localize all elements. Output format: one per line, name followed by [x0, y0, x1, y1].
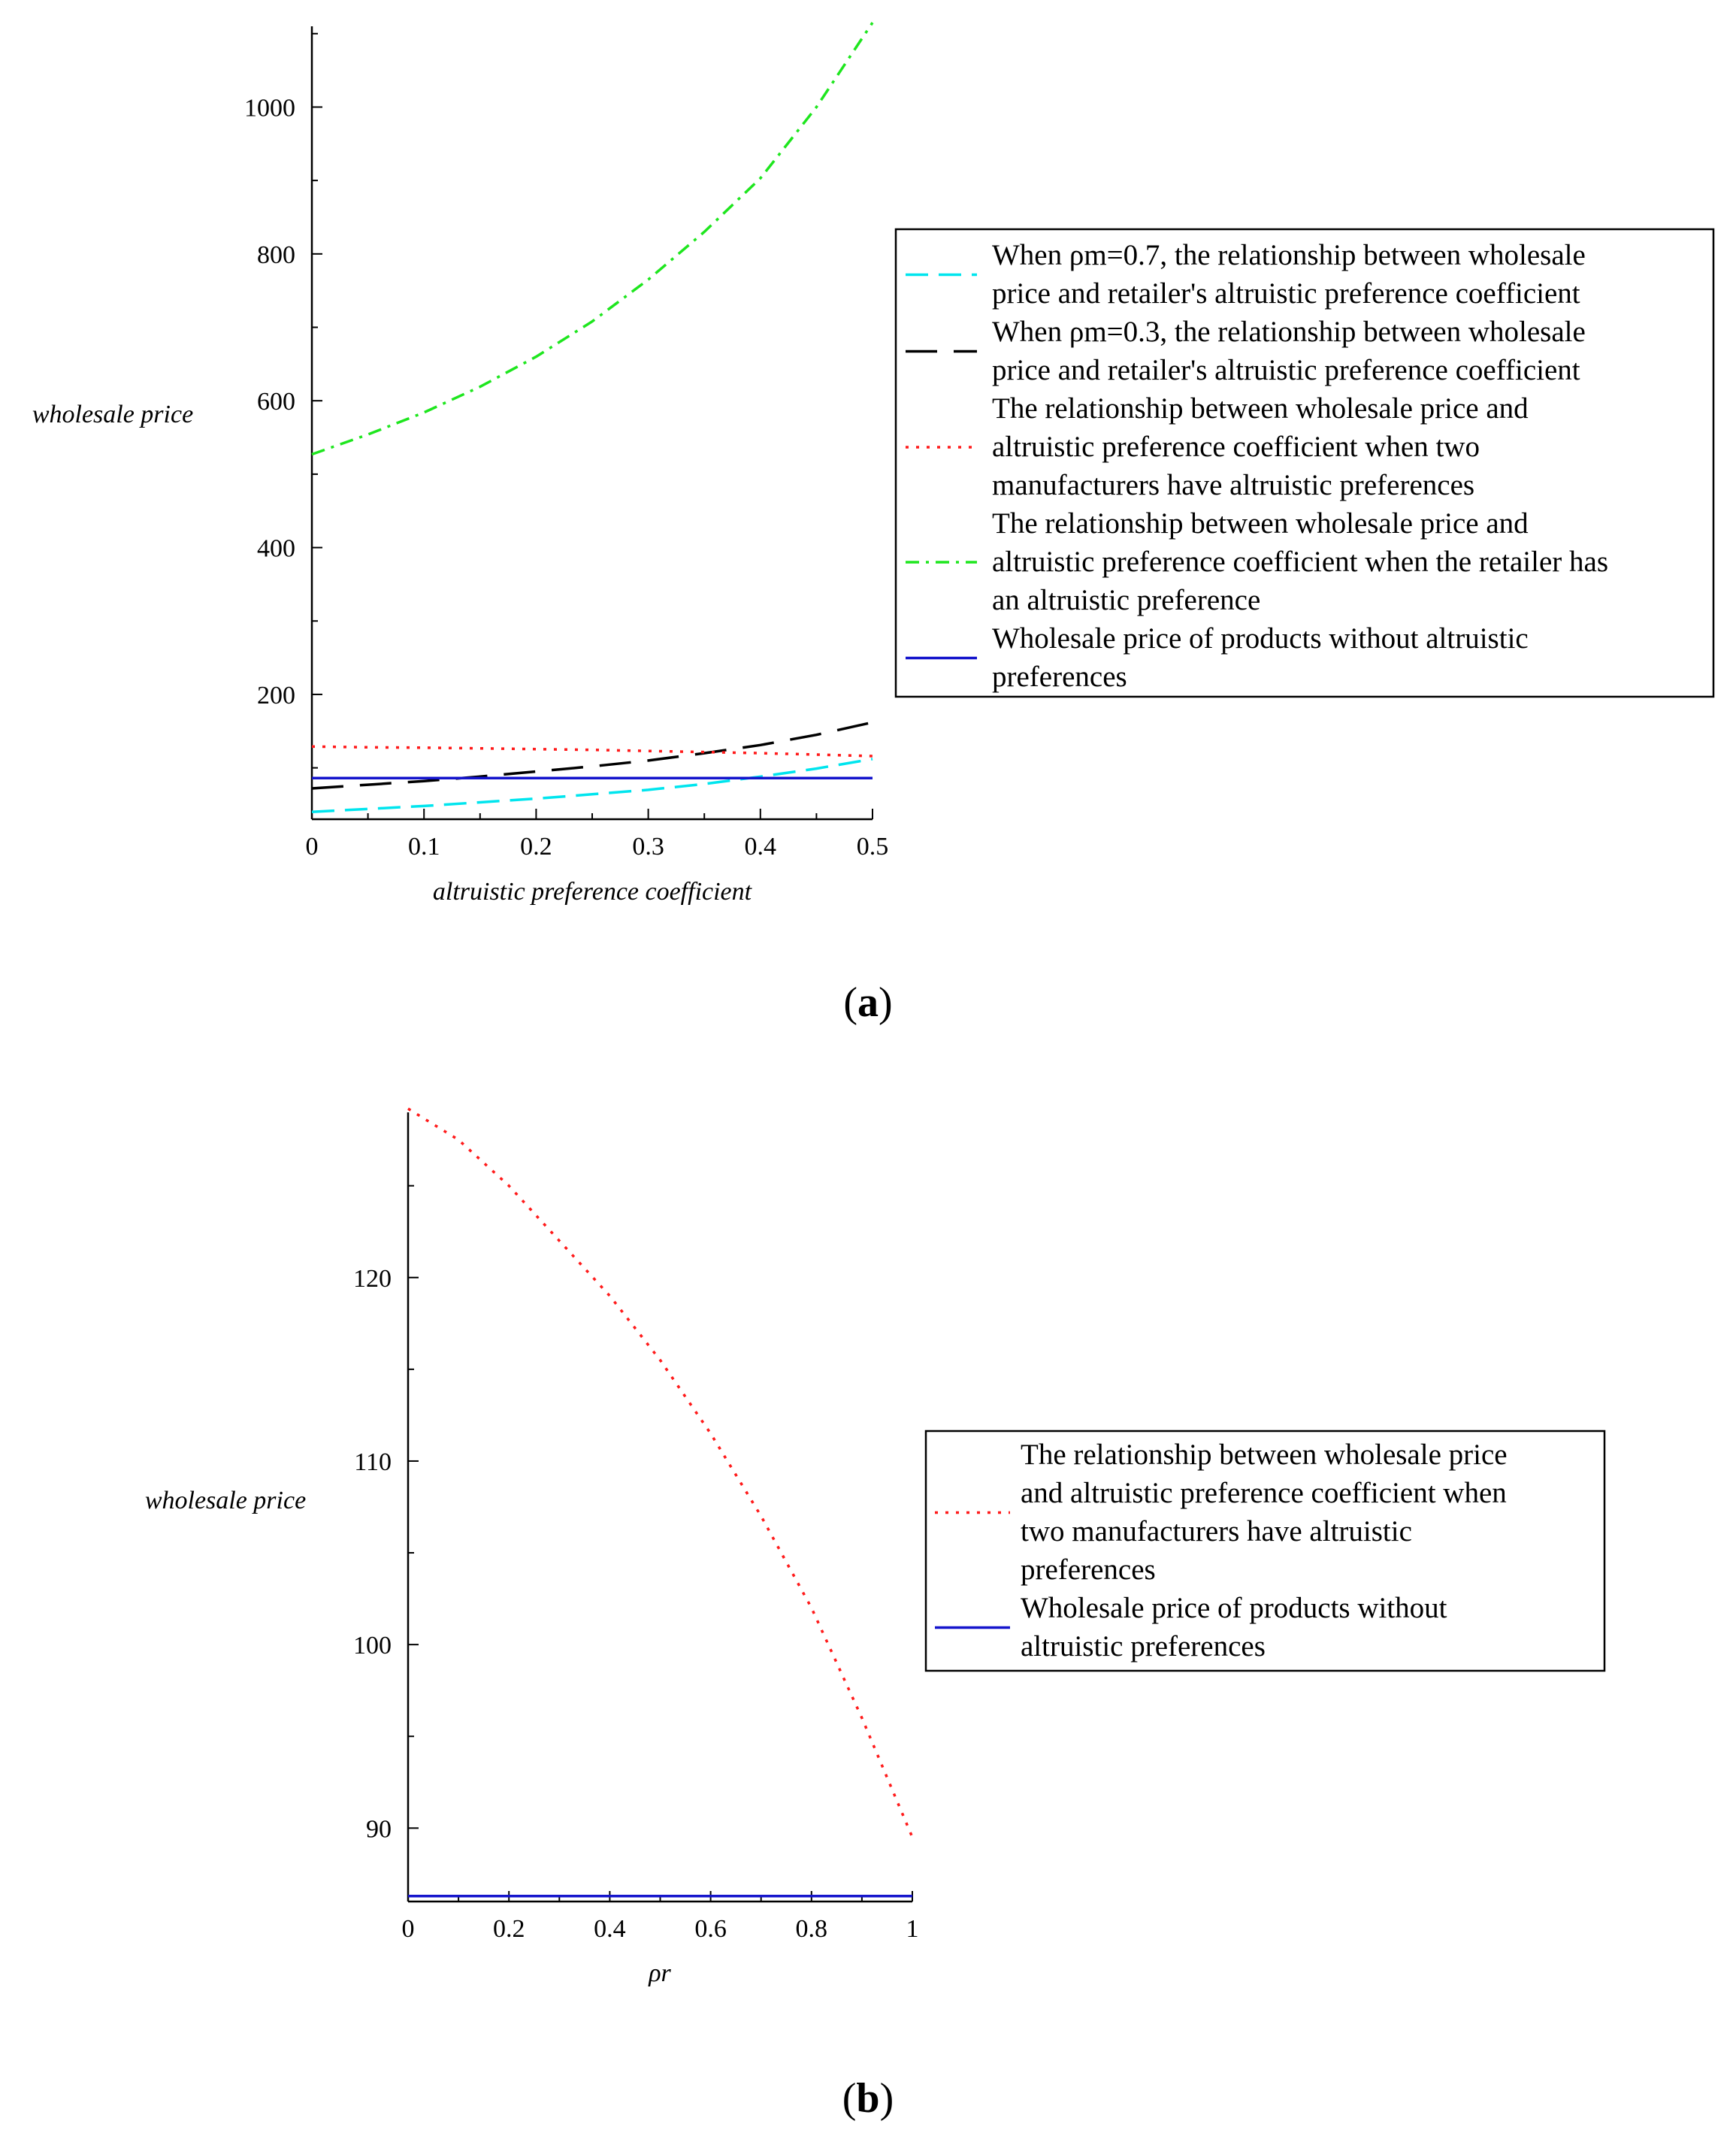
x-tick-label: 0.2: [520, 833, 552, 861]
y-tick-label: 200: [257, 681, 295, 709]
legend: [896, 229, 1713, 697]
x-tick-label: 0.1: [407, 833, 440, 861]
legend-entry-text: The relationship between wholesale price: [1021, 1439, 1508, 1471]
x-tick-label: 0.4: [744, 833, 777, 861]
legend-entry-text: altruistic preferences: [1021, 1630, 1266, 1663]
x-axis-title: ρr: [649, 1959, 671, 1987]
panel-label: (b): [842, 2075, 894, 2122]
legend-entry-text: manufacturers have altruistic preferences: [992, 469, 1475, 501]
panel-label: (a): [843, 979, 893, 1026]
legend-entry-text: The relationship between wholesale price and: [992, 507, 1529, 540]
chart-panel-a: [32, 23, 1713, 1026]
y-tick-label: 120: [353, 1264, 392, 1293]
y-tick-label: 800: [257, 241, 295, 269]
x-tick-label: 0.2: [492, 1915, 525, 1943]
y-tick-label: 600: [257, 388, 295, 416]
legend-entry-text: preferences: [1021, 1554, 1156, 1586]
x-tick-label: 0.8: [795, 1915, 828, 1943]
x-tick-label: 0: [401, 1915, 415, 1943]
x-tick-label: 0.5: [856, 833, 889, 861]
series-line-1: [408, 1109, 912, 1837]
legend-entry-text: preferences: [992, 661, 1127, 693]
x-tick-label: 0.6: [694, 1915, 727, 1943]
legend-entry-text: price and retailer's altruistic preference coefficient: [992, 354, 1580, 386]
legend-entry-text: When ρm=0.7, the relationship between wholesale: [992, 239, 1586, 271]
x-axis-title: altruistic preference coefficient: [432, 878, 752, 906]
x-tick-label: 0.4: [594, 1915, 626, 1943]
x-tick-label: 1: [906, 1915, 919, 1943]
legend-entry-text: altruistic preference coefficient when the retailer has: [992, 546, 1609, 578]
x-tick-label: 0.3: [632, 833, 664, 861]
y-axis-title: wholesale price: [144, 1487, 307, 1514]
series-line-3: [312, 746, 873, 756]
x-tick-label: 0: [305, 833, 319, 861]
legend: [926, 1431, 1604, 1671]
legend-entry-text: Wholesale price of products without altruistic: [992, 622, 1529, 655]
y-tick-label: 400: [257, 534, 295, 563]
chart-panel-b: [145, 1109, 1604, 2122]
y-tick-label: 1000: [244, 94, 295, 123]
legend-entry-text: price and retailer's altruistic preference coefficient: [992, 277, 1580, 310]
legend-entry-text: The relationship between wholesale price and: [992, 392, 1529, 425]
legend-entry-text: an altruistic preference: [992, 584, 1261, 616]
y-axis-title: wholesale price: [32, 401, 194, 428]
legend-entry-text: Wholesale price of products without: [1021, 1592, 1447, 1624]
y-tick-label: 100: [353, 1632, 392, 1660]
legend-entry-text: two manufacturers have altruistic: [1021, 1515, 1412, 1548]
legend-entry-text: and altruistic preference coefficient when: [1021, 1477, 1507, 1509]
series-line-1: [312, 759, 873, 812]
legend-entry-text: altruistic preference coefficient when two: [992, 431, 1480, 463]
series-line-4: [312, 23, 873, 454]
y-tick-label: 110: [354, 1448, 392, 1476]
y-tick-label: 90: [366, 1815, 392, 1844]
legend-entry-text: When ρm=0.3, the relationship between wholesale: [992, 316, 1586, 348]
